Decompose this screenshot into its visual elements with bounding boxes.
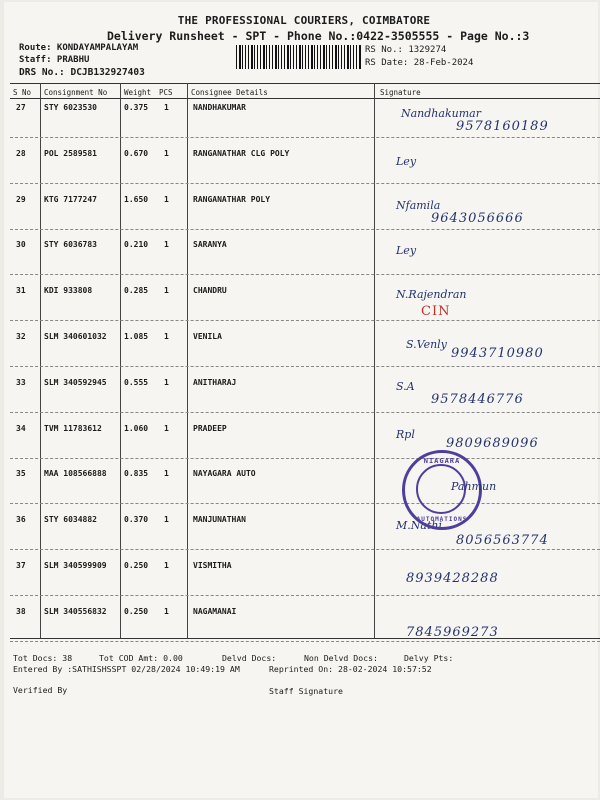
delivered-docs: Delvd Docs: [222,653,277,663]
table-row [4,378,600,424]
row-divider [10,183,600,184]
cell-consignment: SLM 340599909 [44,561,107,570]
cell-consignee: SARANYA [193,240,227,250]
stamp-signature: Pahmun [451,480,497,493]
column-header-signature: Signature [380,88,421,97]
cell-pcs: 1 [164,194,169,204]
cell-pcs: 1 [164,332,169,341]
handwritten-signature [376,561,600,607]
cell-consignee: NANDHAKUMAR [193,103,246,112]
cell-consignment: STY 6023530 [44,103,97,112]
signature-name: S.Venly [406,338,447,351]
cell-sno: 27 [16,103,26,112]
table-row [4,195,600,241]
signature-phone: 9809689096 [446,435,539,451]
cell-sno: 38 [16,606,26,616]
cell-weight: 1.650 [124,194,149,204]
row-divider [10,595,600,596]
cell-consignee: PRADEEP [193,423,227,433]
signature-phone: 9578160189 [456,119,549,134]
signature-name: M.Nathi [396,519,442,533]
staff-label: Staff: PRABHU [19,55,90,65]
cell-sno: 29 [16,194,26,204]
cell-weight: 1.060 [124,423,149,433]
signature-phone: 7845969273 [406,624,499,640]
staff-signature-label: Staff Signature [269,686,343,696]
cell-consignee: RANGANATHAR POLY [193,194,271,204]
handwritten-signature [376,149,600,195]
signature-phone: 8939428288 [406,571,499,586]
cell-sno: 36 [16,515,26,525]
cell-consignment: STY 6034882 [44,515,97,525]
cell-weight: 0.250 [124,561,149,570]
signature-phone: 9643056666 [431,210,524,226]
runsheet-page [4,2,598,798]
cell-sno: 31 [16,286,26,296]
row-divider [10,229,600,230]
cell-consignment: SLM 340592945 [44,377,107,387]
cell-consignee: RANGANATHAR CLG POLY [193,148,290,158]
cell-consignee: MANJUNATHAN [193,515,246,525]
handwritten-signature [376,332,600,378]
cell-sno: 35 [16,469,26,479]
row-divider [10,503,600,504]
column-header-consignment: Consignment No [44,88,108,97]
entered-by: Entered By :SATHISHSSPT 02/28/2024 10:49:19 AM [13,664,240,674]
cell-consignee: VENILA [193,332,222,341]
cell-sno: 30 [16,240,26,250]
table-row [4,332,600,378]
runsheet-subtitle: Delivery Runsheet - SPT - Phone No.:0422-3505555 - Page No.:3 [107,29,530,43]
row-divider [10,274,600,275]
non-delivered-docs: Non Delvd Docs: [304,653,378,663]
table-top-rule [10,83,600,84]
cell-weight: 0.375 [124,103,149,112]
signature-phone: 9943710980 [451,346,544,361]
column-header-consignee: Consignee Details [191,88,268,97]
row-divider [10,458,600,459]
cell-consignee: NAGAMANAI [193,606,237,616]
table-row [4,286,600,332]
cell-weight: 0.835 [124,469,149,479]
cell-pcs: 1 [164,240,169,250]
cell-weight: 0.555 [124,377,149,387]
delivery-points: Delvy Pts: [404,653,454,663]
rs-number: RS No.: 1329274 [365,45,447,55]
table-row [4,424,600,470]
cell-sno: 28 [16,148,26,158]
verified-by-label: Verified By [13,685,68,695]
cell-pcs: 1 [164,148,169,158]
table-row [4,149,600,195]
signature-name: Nfamila [396,198,441,212]
column-header-weight: Weight [124,88,152,97]
signature-phone: CIN [421,304,451,320]
signature-name: Ley [396,244,417,258]
drs-number: DRS No.: DCJB132927403 [19,67,145,78]
cell-consignee: ANITHARAJ [193,377,237,387]
cell-pcs: 1 [164,515,169,525]
signature-phone: 8056563774 [456,533,549,549]
cell-consignment: STY 6036783 [44,240,97,250]
table-row [4,607,600,653]
cell-sno: 33 [16,377,26,387]
stamp-top-text: NIAGARA [423,457,461,465]
cell-weight: 0.250 [124,606,149,616]
cell-consignment: SLM 340556832 [44,606,107,616]
company-title: THE PROFESSIONAL COURIERS, COIMBATORE [177,14,431,27]
barcode-image [236,45,362,69]
cell-consignment: SLM 340601032 [44,332,107,341]
cell-consignment: KTG 7177247 [44,194,97,204]
signature-name: Rpl [396,427,415,441]
row-divider [10,641,600,642]
cell-pcs: 1 [164,606,169,616]
handwritten-signature [376,240,600,286]
cell-consignment: MAA 108566888 [44,469,107,479]
cell-pcs: 1 [164,286,169,296]
cell-pcs: 1 [164,561,169,570]
rs-date: RS Date: 28-Feb-2024 [365,58,474,68]
signature-name: Ley [396,154,417,168]
cell-pcs: 1 [164,423,169,433]
row-divider [10,412,600,413]
table-row [4,515,600,561]
handwritten-signature [376,378,600,424]
row-divider [10,549,600,550]
cell-pcs: 1 [164,377,169,387]
cell-weight: 0.285 [124,286,149,296]
table-header-rule [10,98,600,99]
cell-consignee: CHANDRU [193,286,227,296]
cell-sno: 37 [16,561,26,570]
row-divider [10,137,600,138]
handwritten-signature [376,195,600,241]
signature-name: S.A [396,379,415,393]
cell-sno: 32 [16,332,26,341]
cell-weight: 0.210 [124,240,149,250]
signature-phone: 9578446776 [431,391,524,407]
table-row [4,469,600,515]
table-row [4,561,600,607]
column-header-pcs: PCS [159,88,173,97]
cell-pcs: 1 [164,469,169,479]
cell-pcs: 1 [164,103,169,112]
row-divider [10,320,600,321]
cell-consignment: KDI 933808 [44,286,93,296]
signature-name: N.Rajendran [396,288,467,302]
stamp-bottom-text: AUTOMATIONS [416,516,468,523]
column-header-sno: S No [13,88,32,97]
total-docs: Tot Docs: 38 [13,653,73,663]
cell-weight: 0.370 [124,515,149,525]
route-label: Route: KONDAYAMPALAYAM [19,43,139,53]
cell-weight: 0.670 [124,148,149,158]
reprinted-on: Reprinted On: 28-02-2024 10:57:52 [269,664,432,674]
cell-consignee: NAYAGARA AUTO [193,469,256,479]
cell-weight: 1.085 [124,332,149,341]
handwritten-signature [376,286,600,332]
total-cod-amount: Tot COD Amt: 0.00 [99,653,183,663]
handwritten-signature [376,607,600,653]
table-row [4,240,600,286]
row-divider [10,366,600,367]
cell-consignee: VISMITHA [193,561,232,570]
handwritten-signature [376,103,600,149]
cell-consignment: TVM 11783612 [44,423,102,433]
signature-name: Nandhakumar [401,107,481,120]
cell-consignment: POL 2589581 [44,148,97,158]
table-row [4,103,600,149]
cell-sno: 34 [16,423,26,433]
